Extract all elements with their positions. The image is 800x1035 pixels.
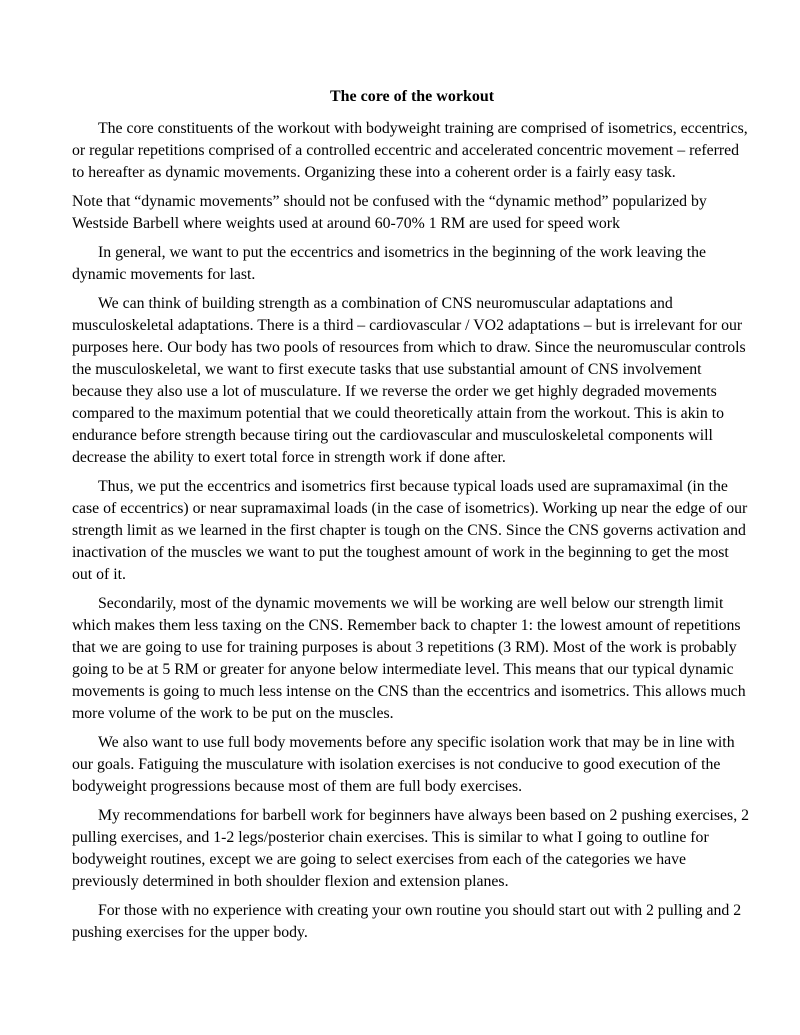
paragraph-secondarily-dynamic: Secondarily, most of the dynamic movements we will be working are well below our strength limit which makes them less taxing on the CNS. Remember back to chapter 1: the lowest amount of repetitions that we are going to use for training purposes is about 3 repetitions (3 RM). Most of the work is probably going to be at 5 RM or greater for anyone below intermediate level. This means that our typical dynamic movements is going to much less intense on the CNS than the eccentrics and isometrics. This allows much more volume of the work to be put on the muscles. bbox=[72, 595, 746, 722]
paragraph-note-dynamic-method: Note that “dynamic movements” should not be confused with the “dynamic method” popularized by Westside Barbell where weights used at around 60-70% 1 RM are used for speed work bbox=[72, 193, 707, 232]
paragraph-full-body-before-isolation: We also want to use full body movements before any specific isolation work that may be in line with our goals. Fatiguing the musculature with isolation exercises is not conducive to good execution of the bodyweight progressions because most of them are full body exercises. bbox=[72, 734, 735, 795]
page-title: The core of the workout bbox=[329, 88, 495, 105]
paragraph-eccentrics-isometrics-first: Thus, we put the eccentrics and isometrics first because typical loads used are supramaximal (in the case of eccentrics) or near supramaximal loads (in the case of isometrics). Working up near the edge of our strength limit as we learned in the first chapter is tough on the CNS. Since the CNS governs activation and inactivation of the muscles we want to put the toughest amount of work in the beginning to get the most out of it. bbox=[72, 478, 748, 583]
paragraph-in-general-order: In general, we want to put the eccentrics and isometrics in the beginning of the work leaving the dynamic movements for last. bbox=[72, 244, 706, 283]
paragraph-cns-adaptations: We can think of building strength as a combination of CNS neuromuscular adaptations and musculoskeletal adaptations. There is a third – cardiovascular / VO2 adaptations – but is irrelevant for our purposes here. Our body has two pools of resources from which to draw. Since the neuromuscular controls the musculoskeletal, we want to first execute tasks that use substantial amount of CNS involvement because they also use a lot of musculature. If we reverse the order we get highly degraded movements compared to the maximum potential that we could theoretically attain from the workout. This is akin to endurance before strength because tiring out the cardiovascular and musculoskeletal components will decrease the ability to exert total force in strength work if done after. bbox=[72, 295, 746, 466]
paragraph-barbell-recommendations: My recommendations for barbell work for beginners have always been based on 2 pushing exercises, 2 pulling exercises, and 1-2 legs/posterior chain exercises. This is similar to what I going to outline for bodyweight routines, except we are going to select exercises from each of the categories we have previously determined in both shoulder flexion and extension planes. bbox=[72, 807, 749, 890]
paragraph-core-constituents: The core constituents of the workout with bodyweight training are comprised of isometrics, eccentrics, or regular repetitions comprised of a controlled eccentric and accelerated concentric movement – referred to hereafter as dynamic movements. Organizing these into a coherent order is a fairly easy task. bbox=[72, 120, 748, 181]
paragraph-no-experience-start: For those with no experience with creating your own routine you should start out with 2 pulling and 2 pushing exercises for the upper body. bbox=[72, 902, 742, 941]
